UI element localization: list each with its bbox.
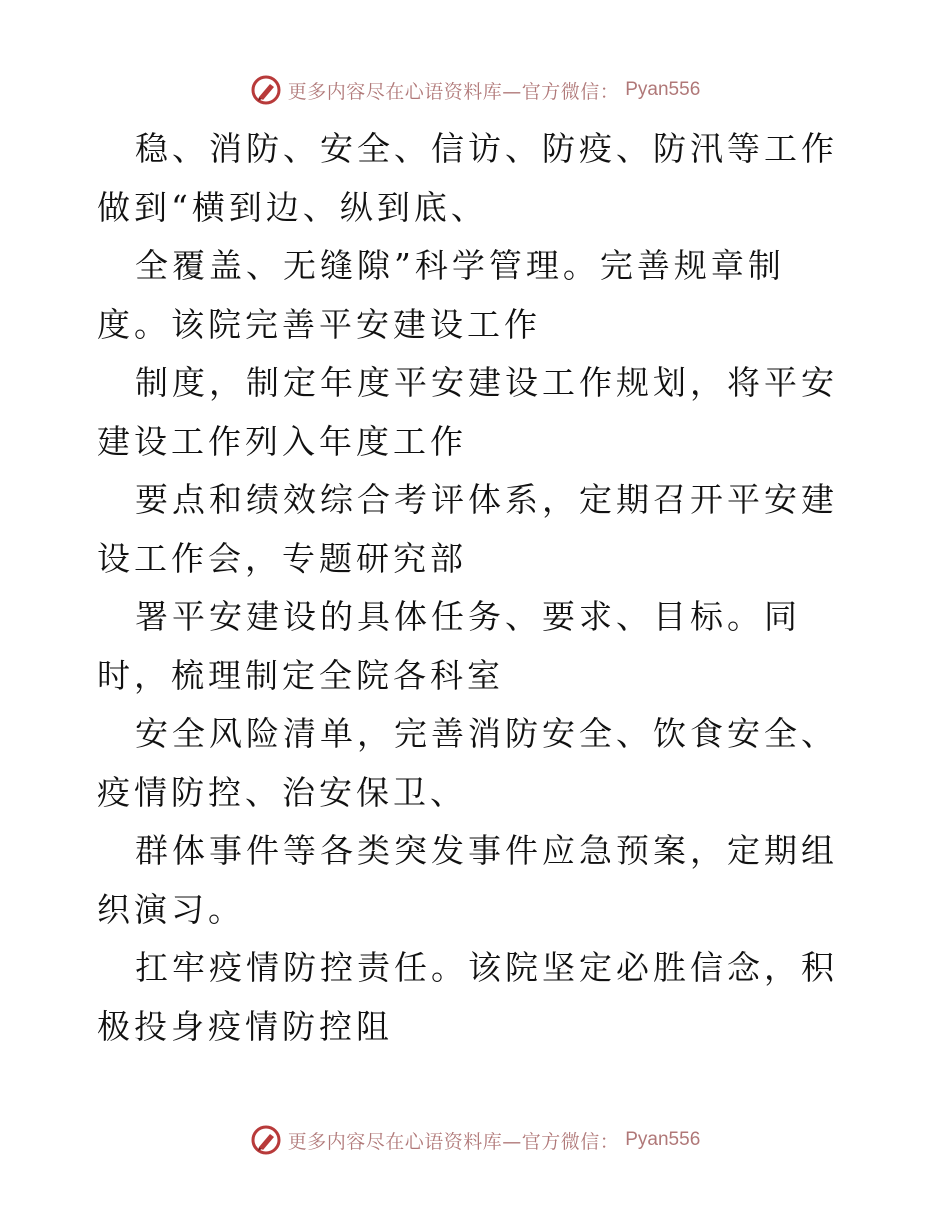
paragraph: 扛牢疫情防控责任。该院坚定必胜信念，积极投身疫情防控阻 — [97, 948, 838, 1046]
header-banner — [0, 70, 950, 110]
footer-banner — [0, 1120, 950, 1160]
banner-account: Pyan556 — [625, 1129, 701, 1150]
paragraph: 署平安建设的具体任务、要求、目标。同时，梳理制定全院各科室 — [97, 597, 801, 695]
document-body — [97, 120, 857, 1056]
paragraph: 安全风险清单，完善消防安全、饮食安全、疫情防控、治安保卫、 — [97, 714, 838, 812]
banner-text: 更多内容尽在心语资料库—官方微信： — [287, 80, 620, 103]
pen-logo-icon — [250, 1124, 282, 1156]
paragraph: 要点和绩效综合考评体系，定期召开平安建设工作会，专题研究部 — [97, 480, 838, 578]
banner-text: 更多内容尽在心语资料库—官方微信： — [287, 1130, 620, 1153]
paragraph: 群体事件等各类突发事件应急预案，定期组织演习。 — [97, 831, 838, 929]
banner-account: Pyan556 — [625, 79, 701, 100]
paragraph: 制度，制定年度平安建设工作规划，将平安建设工作列入年度工作 — [97, 363, 838, 461]
paragraph: 全覆盖、无缝隙”科学管理。完善规章制度。该院完善平安建设工作 — [97, 246, 785, 344]
paragraph: 稳、消防、安全、信访、防疫、防汛等工作做到“横到边、纵到底、 — [97, 129, 838, 227]
pen-logo-icon — [250, 74, 282, 106]
